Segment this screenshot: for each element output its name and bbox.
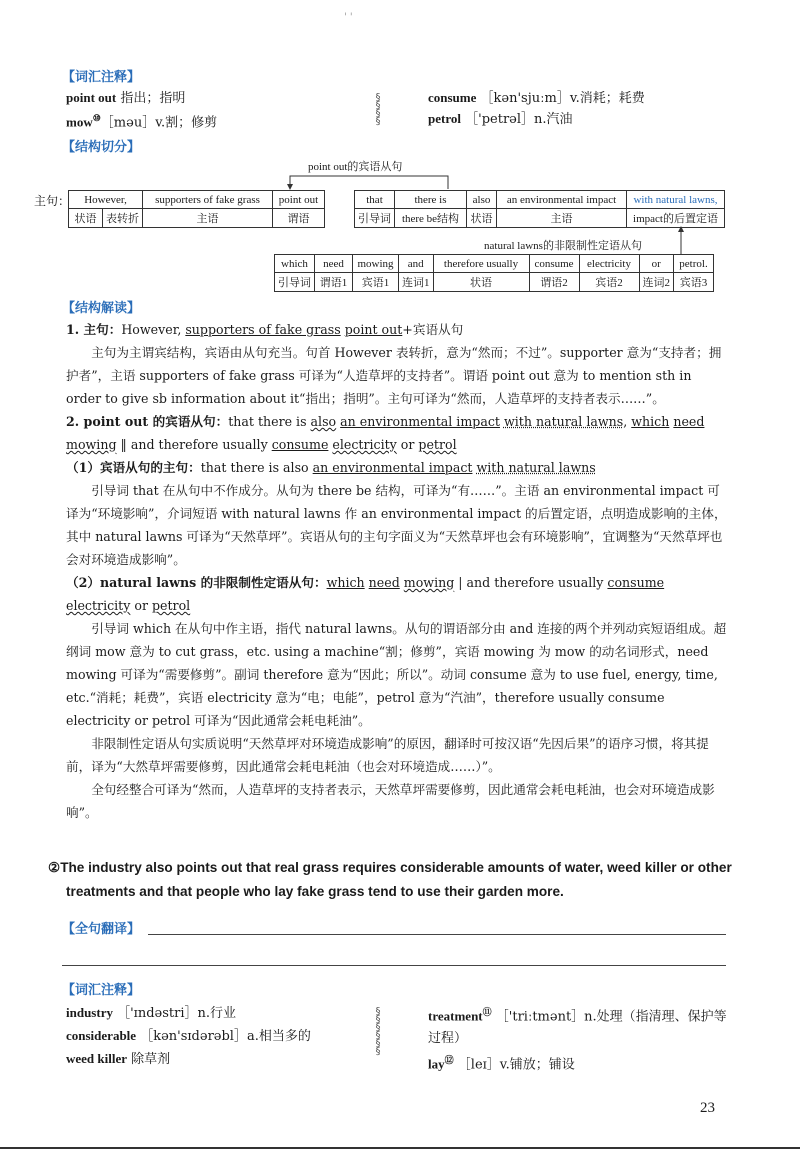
column-seam: § § § § § §	[375, 1006, 382, 1057]
cell-role: 连词2	[639, 273, 674, 292]
cell-role: 主语	[497, 209, 627, 228]
column-seam: § § § §	[375, 92, 382, 127]
vocab-tag-2: 【词汇注释】	[62, 983, 141, 998]
cell-word: petrol.	[674, 255, 714, 273]
sentence-text: The industry also points out that real grass requires considerable amounts of water, weed killer or other treatments and that people who lay fake grass tend to use their garden more.	[60, 860, 732, 899]
vocab-left-list-2	[66, 1002, 376, 1071]
cell-role: 宾语2	[579, 273, 639, 292]
cell-word: an environmental impact	[497, 191, 627, 209]
subheading-1: （1）宾语从句的主句：that there is also an environmental impact with natural lawns	[66, 460, 596, 475]
sentence-number: ②	[48, 860, 61, 875]
cell-role: 表转折	[103, 209, 143, 228]
vocab-item: industry ［'ɪndəstri］n.行业	[66, 1005, 237, 1021]
cell-role: 状语	[467, 209, 497, 228]
vocab-right-list-2	[428, 1002, 733, 1077]
cell-word: need	[315, 255, 353, 273]
answer-line[interactable]	[148, 934, 726, 935]
attr-clause-label: natural lawns的非限制性定语从句	[484, 240, 642, 252]
vocab-item: consume ［kən'sjuːm］v.消耗；耗费	[428, 90, 645, 106]
vocab-item: petrol ［'petrəl］n.汽油	[428, 111, 573, 127]
structure-row-3	[274, 254, 714, 292]
paragraph: 引导词 that 在从句中不作成分。从句为 there be 结构，可译为“有……”。主语 an environmental impact 可译为“环境影响”，介词短语 with natural lawns 作 an environmental impact 的后置定语，点明造成影响的主体，其中 natural lawns 可译为“天然草坪”。宾语从句的主句字面义为“天然草坪也会有环境影响”，宜调整为“天然草坪也会对环境造成影响”。	[66, 483, 727, 567]
cell-word: mowing	[353, 255, 399, 273]
heading-main-clause: 1. 主句：However, supporters of fake grass point out+宾语从句	[66, 322, 464, 337]
vocab-item: lay⑫ ［leɪ］v.铺放；铺设	[428, 1056, 575, 1073]
paragraph: 全句经整合可译为“然而，人造草坪的支持者表示，天然草坪需要修剪，因此通常会耗电耗油，也会对环境造成影响”。	[66, 782, 715, 820]
cell-word: point out	[273, 191, 325, 209]
cell-role: 状语	[433, 273, 529, 292]
cell-role: 引导词	[275, 273, 315, 292]
top-mark: ' '	[344, 12, 353, 23]
vocab-tag: 【词汇注释】	[62, 70, 141, 85]
paragraph: 主句为主谓宾结构，宾语由从句充当。句首 However 表转折，意为“然而；不过”。supporter 意为“支持者；拥护者”，主语 supporters of fake grass 可译为“人造草坪的支持者”。谓语 point out 意为 to mention sth in order to give sb information about it“指出；指明”。主句可译为“然而，人造草坪的支持者表示……”。	[66, 345, 722, 406]
cell-word: supporters of fake grass	[143, 191, 273, 209]
cell-role: 状语	[69, 209, 103, 228]
cell-role: 宾语1	[353, 273, 399, 292]
structure-tag: 【结构切分】	[62, 140, 141, 155]
translate-tag: 【全句翻译】	[62, 922, 141, 937]
cell-role: 引导词	[355, 209, 395, 228]
cell-role: 谓语	[273, 209, 325, 228]
structure-row-1	[68, 190, 325, 228]
vocab-item: treatment⑪ ［'triːtmənt］n.处理（指清理、保护等	[428, 1008, 727, 1025]
page-number: 23	[700, 1100, 715, 1116]
analysis-tag: 【结构解读】	[62, 301, 141, 316]
sentence-2	[48, 856, 738, 904]
cell-role: 谓语1	[315, 273, 353, 292]
vocab-item: mow⑩［məu］v.割；修剪	[66, 114, 218, 131]
cell-word: therefore usually	[433, 255, 529, 273]
cell-word: consume	[529, 255, 579, 273]
cell-role: 谓语2	[529, 273, 579, 292]
vocab-item: 过程）	[428, 1031, 468, 1047]
analysis-body	[66, 318, 728, 824]
paragraph: 引导词 which 在从句中作主语，指代 natural lawns。从句的谓语部分由 and 连接的两个并列动宾短语组成。超纲词 mow 意为 to cut grass，etc. using a machine“割；修剪”，宾语 mowing 为 mow 的动名词形式，need mowing 可译为“需要修剪”。副词 therefore 意为“因此；所以”。动词 consume 意为 to use fuel, energy, time, etc.“消耗；耗费”，宾语 electricity 意为“电；电能”，petrol 意为“汽油”，therefore usually consume electricity or petrol 可译为“因此通常会耗电耗油”。	[66, 621, 727, 728]
heading-object-clause: 2. point out 的宾语从句：that there is also an environmental impact with natural lawns, which need mowing ‖ and therefore usually consume electricity or petrol	[66, 414, 705, 452]
cell-word: there is	[395, 191, 467, 209]
cell-word: with natural lawns,	[627, 191, 725, 209]
bottom-rule	[0, 1147, 800, 1149]
answer-line[interactable]	[62, 965, 726, 966]
cell-word: or	[639, 255, 674, 273]
cell-role: 宾语3	[674, 273, 714, 292]
cell-word: which	[275, 255, 315, 273]
main-label: 主句：	[34, 194, 71, 208]
cell-role: 连词1	[399, 273, 434, 292]
cell-word: However,	[69, 191, 143, 209]
clause-label: point out的宾语从句	[308, 161, 403, 173]
vocab-item: point out 指出；指明	[66, 90, 186, 106]
structure-row-2	[354, 190, 725, 228]
cell-word: that	[355, 191, 395, 209]
vocab-item: weed killer 除草剂	[66, 1051, 171, 1067]
cell-role: there be结构	[395, 209, 467, 228]
cell-word: and	[399, 255, 434, 273]
paragraph: 非限制性定语从句实质说明“天然草坪对环境造成影响”的原因，翻译时可按汉语“先因后果”的语序习惯，将其提前，译为“大然草坪需要修剪，因此通常会耗电耗油（也会对环境造成……）”。	[66, 736, 709, 774]
vocab-item: considerable ［kən'sɪdərəbl］a.相当多的	[66, 1028, 311, 1044]
cell-word: also	[467, 191, 497, 209]
cell-role: 主语	[143, 209, 273, 228]
cell-role: impact的后置定语	[627, 209, 725, 228]
cell-word: electricity	[579, 255, 639, 273]
subheading-2: （2）natural lawns 的非限制性定语从句：which need mowing | and therefore usually consume electricity or petrol	[66, 575, 665, 613]
